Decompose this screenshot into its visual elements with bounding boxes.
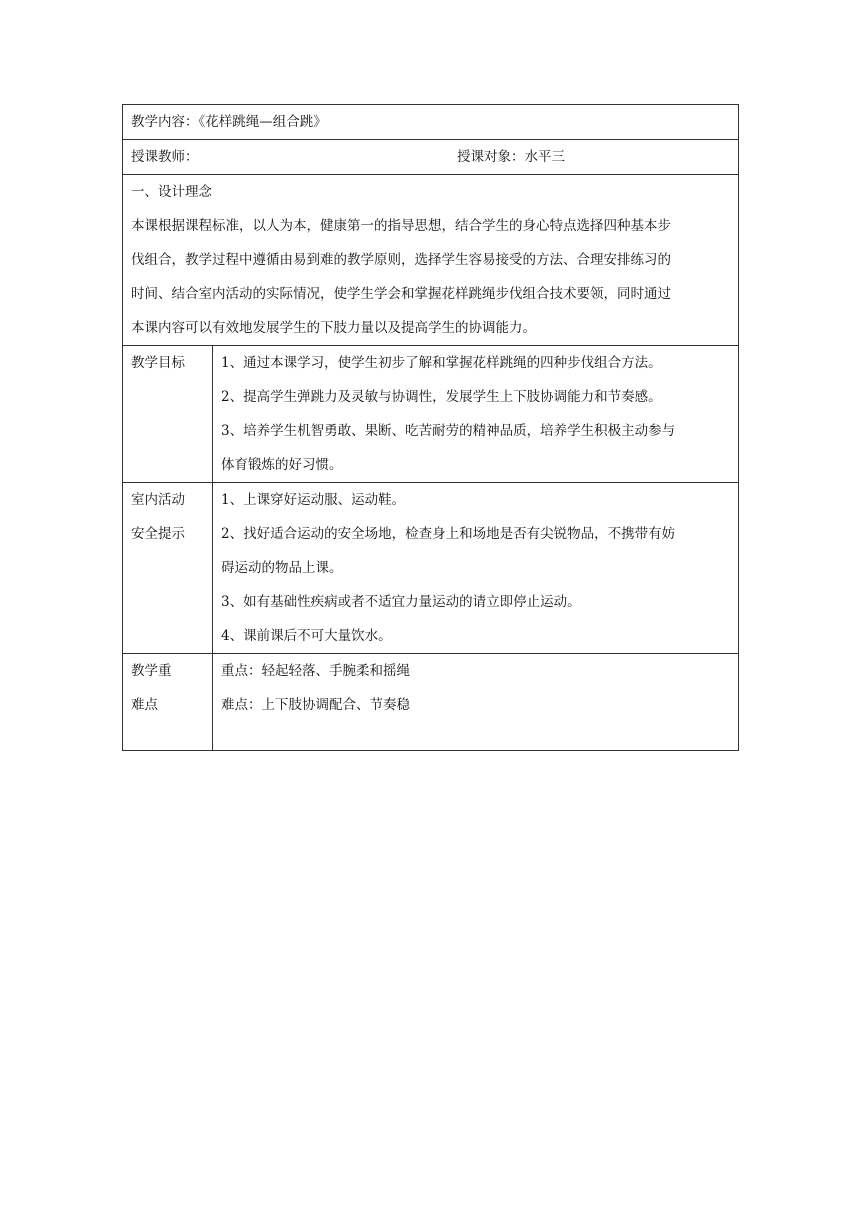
goals-row bbox=[123, 346, 739, 483]
teacher-cell bbox=[123, 140, 739, 175]
difficulty-label-cell bbox=[123, 654, 213, 751]
title-cell bbox=[123, 105, 739, 140]
teacher-label: 授课教师： bbox=[131, 149, 199, 165]
lesson-title: 《花样跳绳—组合跳》 bbox=[198, 114, 327, 130]
goal-line: 3、培养学生机智勇敢、果断、吃苦耐劳的精神品质，培养学生积极主动参与 bbox=[221, 423, 676, 439]
goal-line: 2、提高学生弹跳力及灵敏与协调性，发展学生上下肢协调能力和节奏感。 bbox=[221, 389, 662, 405]
safety-line: 3、如有基础性疾病或者不适宜力量运动的请立即停止运动。 bbox=[221, 594, 581, 610]
target-group bbox=[457, 140, 565, 174]
safety-line: 4、课前课后不可大量饮水。 bbox=[221, 628, 392, 644]
safety-row bbox=[123, 483, 739, 654]
target-label: 授课对象： bbox=[457, 149, 525, 165]
design-cell bbox=[123, 175, 739, 346]
design-line: 伐组合，教学过程中遵循由易到难的教学原则，选择学生容易接受的方法、合理安排练习的 bbox=[131, 252, 671, 268]
safety-content-cell bbox=[213, 483, 739, 654]
title-row bbox=[123, 105, 739, 140]
design-line: 本课根据课程标准，以人为本，健康第一的指导思想，结合学生的身心特点选择四种基本步 bbox=[131, 218, 671, 234]
design-row bbox=[123, 175, 739, 346]
design-line: 本课内容可以有效地发展学生的下肢力量以及提高学生的协调能力。 bbox=[131, 320, 536, 336]
difficulty-content-cell bbox=[213, 654, 739, 751]
goal-line: 1、通过本课学习，使学生初步了解和掌握花样跳绳的四种步伐组合方法。 bbox=[221, 355, 662, 371]
teacher-row bbox=[123, 140, 739, 175]
safety-line: 碍运动的物品上课。 bbox=[221, 560, 343, 576]
goals-content-cell bbox=[213, 346, 739, 483]
safety-label-cell bbox=[123, 483, 213, 654]
difficulty-label-line: 教学重 bbox=[131, 663, 172, 679]
safety-line: 2、找好适合运动的安全场地，检查身上和场地是否有尖锐物品，不携带有妨 bbox=[221, 526, 676, 542]
safety-label-line: 室内活动 bbox=[131, 492, 185, 508]
key-point: 重点：轻起轻落、手腕柔和摇绳 bbox=[221, 663, 410, 679]
teacher-line bbox=[131, 140, 730, 174]
content-label: 教学内容： bbox=[131, 114, 199, 130]
design-line: 时间、结合室内活动的实际情况，使学生学会和掌握花样跳绳步伐组合技术要领，同时通过 bbox=[131, 286, 671, 302]
safety-line: 1、上课穿好运动服、运动鞋。 bbox=[221, 492, 406, 508]
design-heading: 一、设计理念 bbox=[131, 184, 212, 200]
difficult-point: 难点：上下肢协调配合、节奏稳 bbox=[221, 697, 410, 713]
difficulty-label-line: 难点 bbox=[131, 697, 158, 713]
safety-label-line: 安全提示 bbox=[131, 526, 185, 542]
goals-label: 教学目标 bbox=[131, 355, 185, 371]
difficulty-row bbox=[123, 654, 739, 751]
target-value: 水平三 bbox=[524, 149, 565, 165]
goals-label-cell bbox=[123, 346, 213, 483]
lesson-plan-table bbox=[122, 104, 739, 751]
goal-line: 体育锻炼的好习惯。 bbox=[221, 457, 343, 473]
